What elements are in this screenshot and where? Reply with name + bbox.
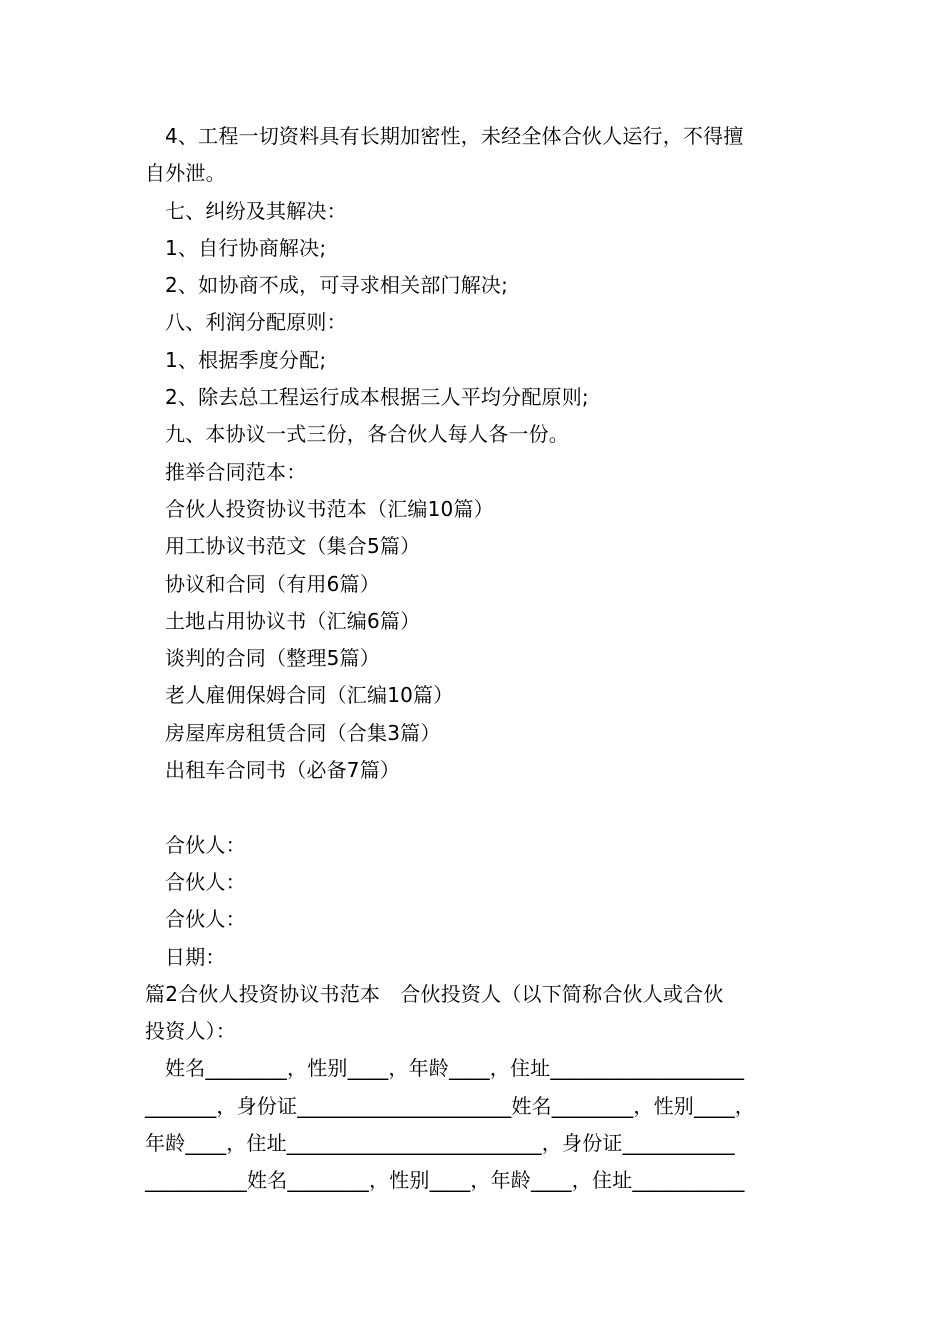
recommend-link[interactable]: 合伙人投资协议书范本（汇编10篇） <box>165 496 494 521</box>
section-8-heading: 八、利润分配原则： <box>165 310 347 335</box>
signature-partner-1: 合伙人： <box>165 832 246 857</box>
clause-4-line-2: 自外泄。 <box>145 161 226 186</box>
section-7-heading: 七、纠纷及其解决： <box>165 198 347 223</box>
blank-line <box>145 789 809 826</box>
recommend-link[interactable]: 土地占用协议书（汇编6篇） <box>165 608 421 633</box>
article-2-heading-cont: 投资人）： <box>145 1019 236 1044</box>
recommend-link[interactable]: 房屋库房租赁合同（合集3篇） <box>165 720 441 745</box>
clause-4-line-1: 4、工程一切资料具有长期加密性，未经全体合伙人运行，不得擅 <box>165 124 744 148</box>
recommend-link[interactable]: 用工协议书范文（集合5篇） <box>165 534 421 559</box>
partner-info-line-1: 姓名________，性别____，年龄____，住址___________________ <box>165 1056 745 1081</box>
partner-info-line-2: _______，身份证_____________________姓名________，性别____， <box>145 1093 755 1118</box>
article-2-heading: 篇2合伙人投资协议书范本 合伙投资人（以下简称合伙人或合伙 <box>145 981 724 1006</box>
section-7-item-2: 2、如协商不成，可寻求相关部门解决; <box>165 273 509 298</box>
signature-partner-2: 合伙人： <box>165 869 246 894</box>
section-9: 九、本协议一式三份，各合伙人每人各一份。 <box>165 422 569 447</box>
section-8-item-1: 1、根据季度分配; <box>165 347 327 372</box>
document-body <box>145 118 809 1200</box>
recommend-link[interactable]: 出租车合同书（必备7篇） <box>165 758 401 783</box>
partner-info-line-3: 年龄____，住址_________________________，身份证___________ <box>145 1131 735 1156</box>
signature-partner-3: 合伙人： <box>165 907 246 932</box>
signature-date: 日期： <box>165 944 226 969</box>
recommend-link[interactable]: 谈判的合同（整理5篇） <box>165 646 380 671</box>
section-7-item-1: 1、自行协商解决; <box>165 235 327 260</box>
recommend-title: 推举合同范本： <box>165 459 307 484</box>
partner-info-line-4: __________姓名________，性别____，年龄____，住址___________ <box>145 1168 745 1193</box>
recommend-link[interactable]: 老人雇佣保姆合同（汇编10篇） <box>165 683 454 708</box>
recommend-link[interactable]: 协议和合同（有用6篇） <box>165 571 380 596</box>
section-8-item-2: 2、除去总工程运行成本根据三人平均分配原则; <box>165 385 589 410</box>
